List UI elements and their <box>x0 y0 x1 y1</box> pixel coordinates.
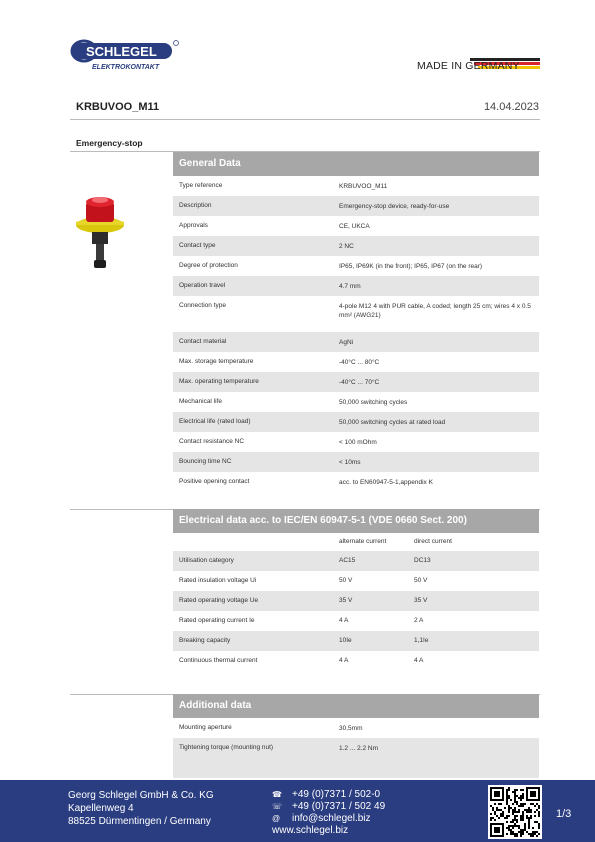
table-row <box>173 651 539 671</box>
table-row <box>173 352 539 372</box>
section-general-data-title: General Data <box>173 152 539 176</box>
row-value: CE, UKCA <box>339 223 370 230</box>
table-row <box>173 296 539 332</box>
column-header-ac: alternate current <box>339 538 387 545</box>
row-value-ac: 50 V <box>339 577 353 584</box>
row-value-dc: 2 A <box>414 617 424 624</box>
row-value-dc: 35 V <box>414 597 428 604</box>
product-image <box>70 188 130 274</box>
row-value: < 10ms <box>339 459 361 466</box>
row-value-ac: 4 A <box>339 657 349 664</box>
table-row <box>173 432 539 452</box>
row-value-dc: 4 A <box>414 657 424 664</box>
table-row <box>173 551 539 571</box>
table-row <box>173 276 539 296</box>
fax-number: +49 (0)7371 / 502 49 <box>292 801 386 812</box>
contact-info <box>272 789 385 837</box>
phone-number[interactable]: +49 (0)7371 / 502-0 <box>292 789 381 800</box>
row-value: 4.7 mm <box>339 283 361 290</box>
row-value-dc: DC13 <box>414 557 431 564</box>
general-data-table <box>173 176 539 492</box>
section-additional-data-title: Additional data <box>173 694 539 718</box>
row-label: Continuous thermal current <box>179 657 258 664</box>
row-label: Mounting aperture <box>179 724 232 731</box>
city: 88525 Dürmentingen / Germany <box>68 816 211 827</box>
document-id: KRBUVOO_M11 <box>76 101 160 113</box>
row-value: KRBUVOO_M11 <box>339 183 388 190</box>
row-value: 2 NC <box>339 243 354 250</box>
company-name: Georg Schlegel GmbH & Co. KG <box>68 790 214 801</box>
row-label: Rated insulation voltage Ui <box>179 577 257 584</box>
table-row <box>173 718 539 738</box>
row-label: Tightening torque (mounting nut) <box>179 744 274 751</box>
fax-icon: ☏ <box>272 802 283 811</box>
table-row <box>173 216 539 236</box>
row-label: Bouncing time NC <box>179 458 232 465</box>
section-electrical-data-title: Electrical data acc. to IEC/EN 60947-5-1 (VDE 0660 Sect. 200) <box>173 509 539 533</box>
row-label: Description <box>179 202 212 209</box>
table-row-empty <box>173 758 539 778</box>
row-label: Contact material <box>179 338 227 345</box>
table-row <box>173 738 539 758</box>
product-category: Emergency-stop <box>76 138 143 148</box>
row-label: Type reference <box>179 182 223 189</box>
row-value-ac: AC15 <box>339 557 356 564</box>
table-row <box>173 591 539 611</box>
email-icon: @ <box>272 814 281 823</box>
table-row <box>173 236 539 256</box>
table-row <box>173 412 539 432</box>
row-value: 30.5mm <box>339 725 363 732</box>
table-header-row <box>173 533 539 551</box>
row-label: Electrical life (rated load) <box>179 418 251 425</box>
row-value: acc. to EN60947-5-1,appendix K <box>339 479 433 486</box>
made-in-germany: MADE IN GERMANY <box>417 60 520 72</box>
row-value: 50,000 switching cycles <box>339 399 408 406</box>
table-row <box>173 332 539 352</box>
document-date: 14.04.2023 <box>483 101 539 113</box>
row-label: Rated operating voltage Ue <box>179 597 259 604</box>
table-row <box>173 256 539 276</box>
row-label: Max. storage temperature <box>179 358 254 365</box>
street: Kapellenweg 4 <box>68 803 134 814</box>
page-footer <box>0 780 595 842</box>
table-row <box>173 392 539 412</box>
table-row <box>173 472 539 492</box>
logo-text: SCHLEGEL <box>86 44 157 59</box>
row-value: < 100 mOhm <box>339 439 377 446</box>
row-value-ac: 35 V <box>339 597 353 604</box>
row-value-dc: 50 V <box>414 577 428 584</box>
row-value: 50,000 switching cycles at rated load <box>339 419 446 426</box>
logo-subtext: ELEKTROKONTAKT <box>92 64 160 71</box>
row-label: Positive opening contact <box>179 478 250 485</box>
table-row <box>173 372 539 392</box>
row-label: Degree of protection <box>179 262 238 269</box>
table-row <box>173 611 539 631</box>
company-address <box>68 789 214 828</box>
row-label: Max. operating temperature <box>179 378 259 385</box>
table-row <box>173 176 539 196</box>
table-row <box>173 571 539 591</box>
row-value: AgNi <box>339 339 354 346</box>
row-value: -40°C ... 70°C <box>339 379 380 386</box>
row-label: Breaking capacity <box>179 637 231 644</box>
column-header-dc: direct current <box>414 538 452 545</box>
row-value: Emergency-stop device, ready-for-use <box>339 203 450 210</box>
row-label: Contact resistance NC <box>179 438 245 445</box>
row-label: Operation travel <box>179 282 226 289</box>
website-link[interactable]: www.schlegel.biz <box>272 825 349 836</box>
phone-icon: ☎ <box>272 790 282 799</box>
schlegel-logo <box>70 39 182 71</box>
email-link[interactable]: info@schlegel.biz <box>292 813 371 824</box>
electrical-data-table <box>173 533 539 671</box>
row-label: Utilisation category <box>179 557 234 564</box>
table-row <box>173 196 539 216</box>
row-value-ac: 4 A <box>339 617 349 624</box>
additional-data-table <box>173 718 539 778</box>
row-value: -40°C ... 80°C <box>339 359 380 366</box>
row-value-ac: 10Ie <box>339 637 352 644</box>
row-value: 1.2 ... 2.2 Nm <box>339 745 379 752</box>
table-row <box>173 631 539 651</box>
row-value: 4-pole M12 4 with PUR cable, A coded; length 25 cm; wires 4 x 0.5 mm² (AWG21) <box>339 303 531 319</box>
header-divider <box>70 119 540 120</box>
qr-code-icon <box>488 785 542 839</box>
row-label: Mechanical life <box>179 398 222 405</box>
row-value-dc: 1,1Ie <box>414 637 429 644</box>
table-row <box>173 452 539 472</box>
row-label: Rated operating current Ie <box>179 617 255 624</box>
row-label: Connection type <box>179 302 226 309</box>
page-number: 1/3 <box>556 808 572 820</box>
row-label: Contact type <box>179 242 216 249</box>
row-label: Approvals <box>179 222 208 229</box>
row-value: IP65, IP69K (in the front); IP65, IP67 (on the rear) <box>339 263 483 270</box>
